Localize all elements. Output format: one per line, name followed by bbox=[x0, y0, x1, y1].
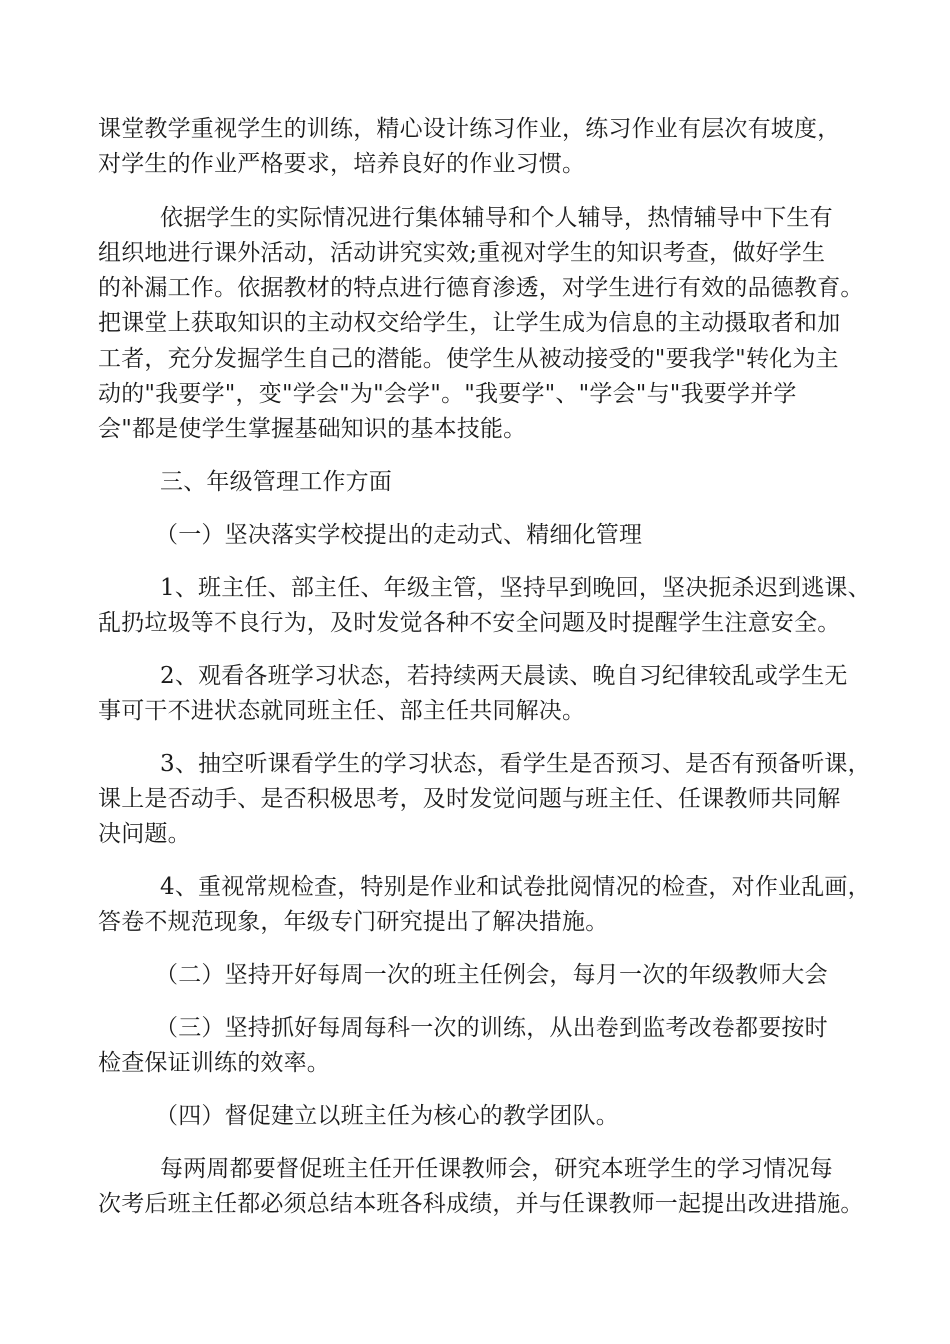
text-line: 课上是否动手、是否积极思考，及时发觉问题与班主任、任课教师共同解 bbox=[98, 786, 841, 812]
text-line: 4、重视常规检查，特别是作业和试卷批阅情况的检查，对作业乱画， bbox=[160, 874, 871, 900]
section-heading: 三、年级管理工作方面 bbox=[160, 469, 392, 495]
text-line: 动的"我要学"，变"学会"为"会学"。"我要学"、"学会"与"我要学并学 bbox=[98, 381, 797, 407]
text-line: 2、观看各班学习状态，若持续两天晨读、晚自习纪律较乱或学生无 bbox=[160, 663, 848, 689]
subsection-heading: （一）坚决落实学校提出的走动式、精细化管理 bbox=[155, 522, 643, 548]
text-line: 乱扔垃圾等不良行为，及时发觉各种不安全问题及时提醒学生注意安全。 bbox=[98, 610, 841, 636]
text-line: 会"都是使学生掌握基础知识的基本技能。 bbox=[98, 416, 527, 442]
text-line: 组织地进行课外活动，活动讲究实效;重视对学生的知识考查，做好学生 bbox=[98, 240, 826, 266]
text-line: 每两周都要督促班主任开任课教师会，研究本班学生的学习情况每 bbox=[160, 1156, 833, 1182]
text-line: 工者，充分发掘学生自己的潜能。使学生从被动接受的"要我学"转化为主 bbox=[98, 346, 839, 372]
text-line: 事可干不进状态就同班主任、部主任共同解决。 bbox=[98, 698, 586, 724]
subsection-heading: （三）坚持抓好每周每科一次的训练，从出卷到监考改卷都要按时 bbox=[155, 1015, 828, 1041]
text-line: 决问题。 bbox=[98, 821, 191, 847]
subsection-heading: （四）督促建立以班主任为核心的教学团队。 bbox=[155, 1103, 619, 1129]
text-line: 对学生的作业严格要求，培养良好的作业习惯。 bbox=[98, 151, 586, 177]
text-line: 把课堂上获取知识的主动权交给学生，让学生成为信息的主动摄取者和加 bbox=[98, 310, 841, 336]
text-line: 次考后班主任都必须总结本班各科成绩，并与任课教师一起提出改进措施。 bbox=[98, 1191, 864, 1217]
text-line: 检查保证训练的效率。 bbox=[98, 1050, 330, 1076]
text-line: 1、班主任、部主任、年级主管，坚持早到晚回，坚决扼杀迟到逃课、 bbox=[160, 575, 871, 601]
subsection-heading: （二）坚持开好每周一次的班主任例会，每月一次的年级教师大会 bbox=[155, 962, 828, 988]
text-line: 答卷不规范现象，年级专门研究提出了解决措施。 bbox=[98, 909, 609, 935]
text-line: 3、抽空听课看学生的学习状态，看学生是否预习、是否有预备听课， bbox=[160, 751, 871, 777]
text-line: 依据学生的实际情况进行集体辅导和个人辅导，热情辅导中下生有 bbox=[160, 205, 833, 231]
text-line: 课堂教学重视学生的训练，精心设计练习作业，练习作业有层次有坡度， bbox=[98, 116, 841, 142]
text-line: 的补漏工作。依据教材的特点进行德育渗透，对学生进行有效的品德教育。 bbox=[98, 275, 864, 301]
